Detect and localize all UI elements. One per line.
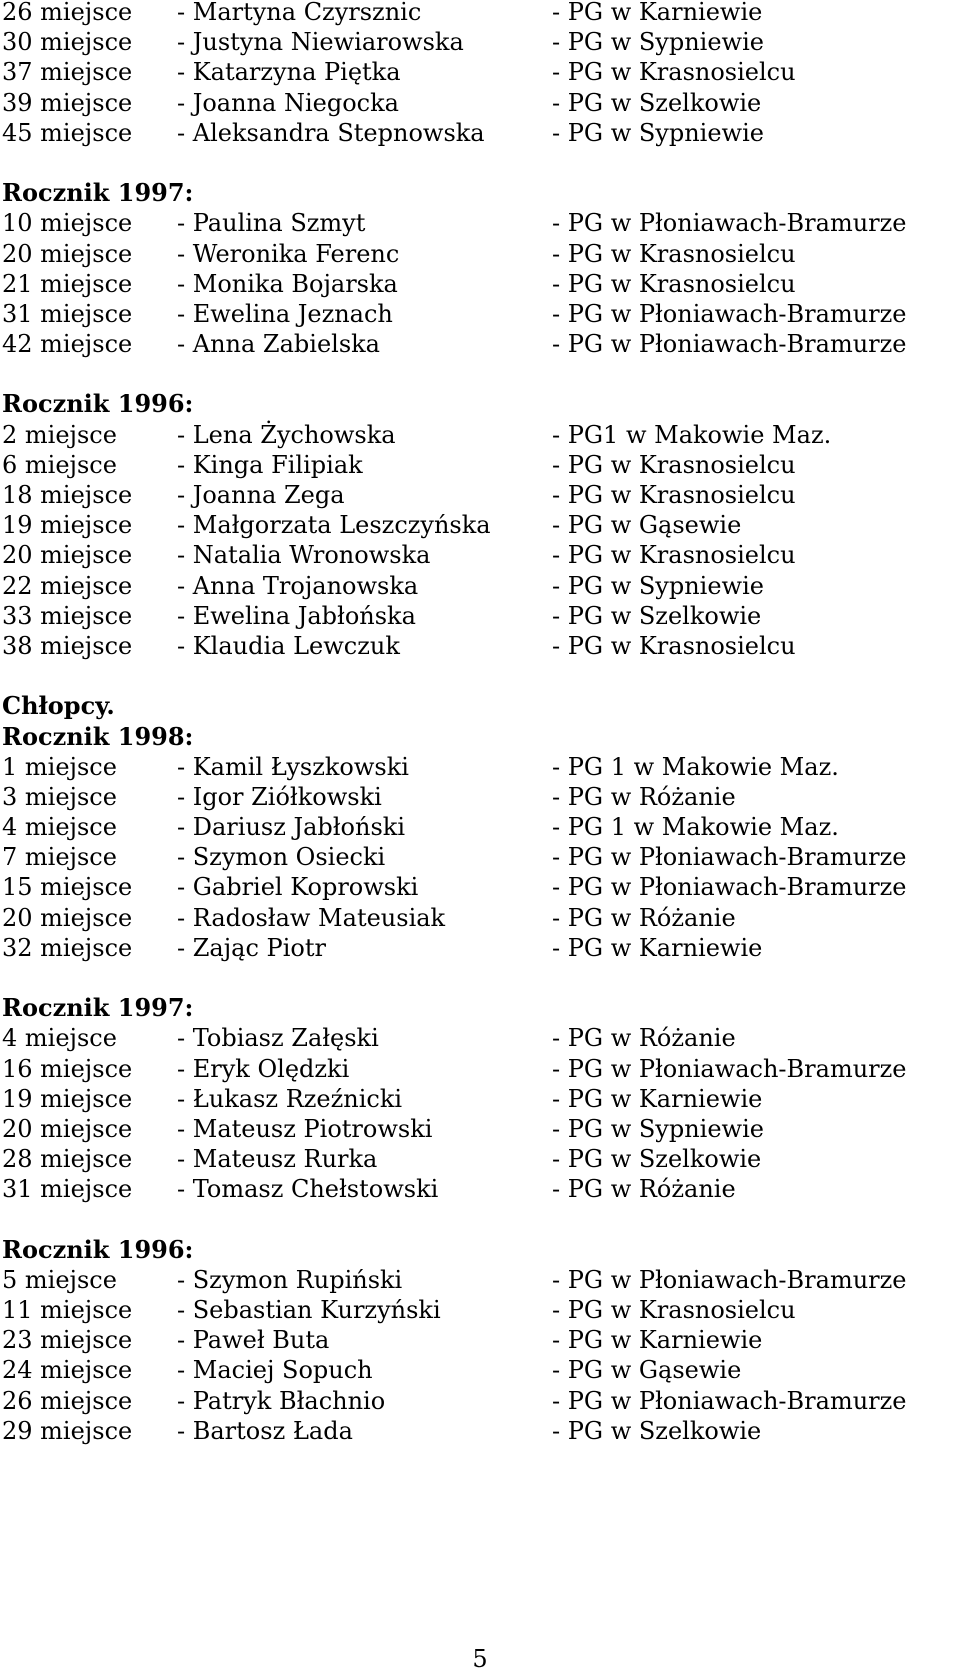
competitor-name: - Aleksandra Stepnowska	[177, 118, 485, 147]
result-row	[2, 208, 952, 238]
result-row	[2, 1265, 952, 1295]
place-text: 30 miejsce	[2, 28, 133, 57]
place-text: 18 miejsce	[2, 481, 133, 509]
place-text: 3 miejsce	[2, 782, 117, 811]
competitor-name: - Małgorzata Leszczyńska	[177, 511, 491, 540]
school-name: - PG w Płoniawach-Bramurze	[552, 1054, 907, 1083]
result-row	[2, 1084, 952, 1114]
competitor-name: - Lena Żychowska	[177, 420, 396, 449]
result-row	[2, 420, 952, 450]
section-spacer	[2, 661, 952, 691]
school-name: - PG w Różanie	[552, 1024, 736, 1053]
result-row	[2, 933, 952, 963]
competitor-name: - Maciej Sopuch	[177, 1356, 373, 1385]
result-row	[2, 1114, 952, 1144]
place-text: 29 miejsce	[2, 1416, 133, 1445]
result-row	[2, 1355, 952, 1385]
result-row	[2, 1144, 952, 1174]
competitor-name: - Anna Zabielska	[177, 330, 380, 359]
competitor-name: - Sebastian Kurzyński	[177, 1296, 441, 1325]
school-name: - PG w Różanie	[552, 903, 736, 932]
school-name: - PG w Krasnosielcu	[552, 239, 796, 268]
school-name: - PG w Krasnosielcu	[552, 631, 796, 660]
school-name: - PG w Płoniawach-Bramurze	[552, 873, 907, 902]
result-row	[2, 118, 952, 148]
place-text: 1 miejsce	[2, 752, 117, 781]
result-row	[2, 1325, 952, 1355]
result-row	[2, 1416, 952, 1446]
competitor-name: - Bartosz Łada	[177, 1416, 353, 1445]
place-text: 15 miejsce	[2, 873, 133, 902]
school-name: - PG w Płoniawach-Bramurze	[552, 209, 907, 238]
school-name: - PG w Karniewie	[552, 1084, 763, 1113]
competitor-name: - Joanna Zega	[177, 481, 345, 509]
result-row	[2, 540, 952, 570]
place-text: 31 miejsce	[2, 1175, 133, 1204]
school-name: - PG w Płoniawach-Bramurze	[552, 330, 907, 359]
document-body	[2, 0, 952, 1446]
place-text: 28 miejsce	[2, 1145, 133, 1174]
result-row	[2, 601, 952, 631]
section-heading: Rocznik 1996:	[2, 1234, 194, 1264]
result-row	[2, 1054, 952, 1084]
school-name: - PG w Płoniawach-Bramurze	[552, 1386, 907, 1415]
result-row	[2, 510, 952, 540]
result-row	[2, 1386, 952, 1416]
competitor-name: - Eryk Olędzki	[177, 1054, 350, 1083]
competitor-name: - Kamil Łyszkowski	[177, 752, 409, 781]
competitor-name: - Joanna Niegocka	[177, 88, 399, 117]
competitor-name: - Katarzyna Piętka	[177, 58, 401, 87]
school-name: - PG w Sypniewie	[552, 118, 764, 147]
competitor-name: - Mateusz Piotrowski	[177, 1114, 433, 1143]
result-row	[2, 571, 952, 601]
competitor-name: - Mateusz Rurka	[177, 1145, 378, 1174]
school-name: - PG w Szelkowie	[552, 1416, 762, 1445]
school-name: - PG w Sypniewie	[552, 28, 764, 57]
school-name: - PG w Gąsewie	[552, 511, 742, 540]
place-text: 23 miejsce	[2, 1326, 133, 1355]
result-row	[2, 299, 952, 329]
competitor-name: - Weronika Ferenc	[177, 239, 400, 268]
school-name: - PG w Różanie	[552, 782, 736, 811]
place-text: 6 miejsce	[2, 450, 117, 479]
school-name: - PG w Szelkowie	[552, 88, 762, 117]
result-row	[2, 27, 952, 57]
competitor-name: - Ewelina Jabłońska	[177, 601, 416, 630]
school-name: - PG w Płoniawach-Bramurze	[552, 843, 907, 872]
school-name: - PG 1 w Makowie Maz.	[552, 752, 839, 781]
school-name: - PG w Krasnosielcu	[552, 541, 796, 570]
school-name: - PG w Karniewie	[552, 1326, 763, 1355]
result-row	[2, 872, 952, 902]
place-text: 5 miejsce	[2, 1265, 117, 1294]
result-row	[2, 0, 952, 27]
competitor-name: - Paweł Buta	[177, 1326, 330, 1355]
place-text: 19 miejsce	[2, 511, 133, 540]
section-heading: Rocznik 1996:	[2, 389, 194, 419]
school-name: - PG w Gąsewie	[552, 1356, 742, 1385]
competitor-name: - Justyna Niewiarowska	[177, 28, 464, 57]
competitor-name: - Klaudia Lewczuk	[177, 631, 400, 660]
page-number: 5	[472, 1645, 488, 1673]
school-name: - PG w Karniewie	[552, 933, 763, 962]
competitor-name: - Kinga Filipiak	[177, 450, 363, 479]
competitor-name: - Łukasz Rzeźnicki	[177, 1084, 403, 1113]
place-text: 21 miejsce	[2, 269, 133, 298]
result-row	[2, 480, 952, 510]
section-heading: Rocznik 1998:	[2, 721, 194, 751]
competitor-name: - Martyna Czyrsznic	[177, 0, 422, 26]
result-row	[2, 1174, 952, 1204]
competitor-name: - Radosław Mateusiak	[177, 903, 446, 932]
place-text: 20 miejsce	[2, 903, 133, 932]
section-spacer	[2, 359, 952, 389]
school-name: - PG w Karniewie	[552, 0, 763, 26]
place-text: 42 miejsce	[2, 330, 133, 359]
section-heading: Rocznik 1997:	[2, 993, 194, 1023]
result-row	[2, 269, 952, 299]
competitor-name: - Tobiasz Załęski	[177, 1024, 379, 1053]
school-name: - PG w Szelkowie	[552, 601, 762, 630]
section-heading: Rocznik 1997:	[2, 178, 194, 208]
school-name: - PG1 w Makowie Maz.	[552, 420, 832, 449]
competitor-name: - Igor Ziółkowski	[177, 782, 382, 811]
school-name: - PG w Krasnosielcu	[552, 1296, 796, 1325]
section-heading: Chłopcy.	[2, 691, 115, 721]
school-name: - PG w Szelkowie	[552, 1145, 762, 1174]
school-name: - PG w Krasnosielcu	[552, 481, 796, 509]
place-text: 22 miejsce	[2, 571, 133, 600]
competitor-name: - Dariusz Jabłoński	[177, 813, 405, 842]
place-text: 20 miejsce	[2, 541, 133, 570]
result-row	[2, 842, 952, 872]
place-text: 4 miejsce	[2, 813, 117, 842]
competitor-name: - Anna Trojanowska	[177, 571, 419, 600]
competitor-name: - Zając Piotr	[177, 933, 326, 962]
competitor-name: - Paulina Szmyt	[177, 209, 366, 238]
result-row	[2, 631, 952, 661]
place-text: 26 miejsce	[2, 1386, 133, 1415]
school-name: - PG w Krasnosielcu	[552, 450, 796, 479]
place-text: 32 miejsce	[2, 933, 133, 962]
school-name: - PG w Płoniawach-Bramurze	[552, 1265, 907, 1294]
section-spacer	[2, 1205, 952, 1235]
place-text: 39 miejsce	[2, 88, 133, 117]
place-text: 38 miejsce	[2, 631, 133, 660]
place-text: 19 miejsce	[2, 1084, 133, 1113]
place-text: 31 miejsce	[2, 299, 133, 328]
competitor-name: - Natalia Wronowska	[177, 541, 431, 570]
competitor-name: - Szymon Rupiński	[177, 1265, 403, 1294]
place-text: 16 miejsce	[2, 1054, 133, 1083]
school-name: - PG w Krasnosielcu	[552, 269, 796, 298]
result-row	[2, 782, 952, 812]
result-row	[2, 752, 952, 782]
result-row	[2, 1023, 952, 1053]
section-spacer	[2, 148, 952, 178]
place-text: 20 miejsce	[2, 239, 133, 268]
school-name: - PG 1 w Makowie Maz.	[552, 813, 839, 842]
competitor-name: - Ewelina Jeznach	[177, 299, 393, 328]
school-name: - PG w Sypniewie	[552, 571, 764, 600]
place-text: 26 miejsce	[2, 0, 133, 26]
place-text: 45 miejsce	[2, 118, 133, 147]
school-name: - PG w Sypniewie	[552, 1114, 764, 1143]
place-text: 20 miejsce	[2, 1114, 133, 1143]
place-text: 10 miejsce	[2, 209, 133, 238]
place-text: 11 miejsce	[2, 1296, 133, 1325]
result-row	[2, 88, 952, 118]
place-text: 7 miejsce	[2, 843, 117, 872]
place-text: 2 miejsce	[2, 420, 117, 449]
place-text: 37 miejsce	[2, 58, 133, 87]
competitor-name: - Tomasz Chełstowski	[177, 1175, 439, 1204]
result-row	[2, 57, 952, 87]
competitor-name: - Szymon Osiecki	[177, 843, 386, 872]
place-text: 24 miejsce	[2, 1356, 133, 1385]
competitor-name: - Patryk Błachnio	[177, 1386, 386, 1415]
result-row	[2, 812, 952, 842]
place-text: 4 miejsce	[2, 1024, 117, 1053]
competitor-name: - Gabriel Koprowski	[177, 873, 419, 902]
section-spacer	[2, 963, 952, 993]
result-row	[2, 450, 952, 480]
result-row	[2, 239, 952, 269]
competitor-name: - Monika Bojarska	[177, 269, 398, 298]
result-row	[2, 329, 952, 359]
place-text: 33 miejsce	[2, 601, 133, 630]
school-name: - PG w Krasnosielcu	[552, 58, 796, 87]
result-row	[2, 1295, 952, 1325]
school-name: - PG w Różanie	[552, 1175, 736, 1204]
school-name: - PG w Płoniawach-Bramurze	[552, 299, 907, 328]
result-row	[2, 903, 952, 933]
